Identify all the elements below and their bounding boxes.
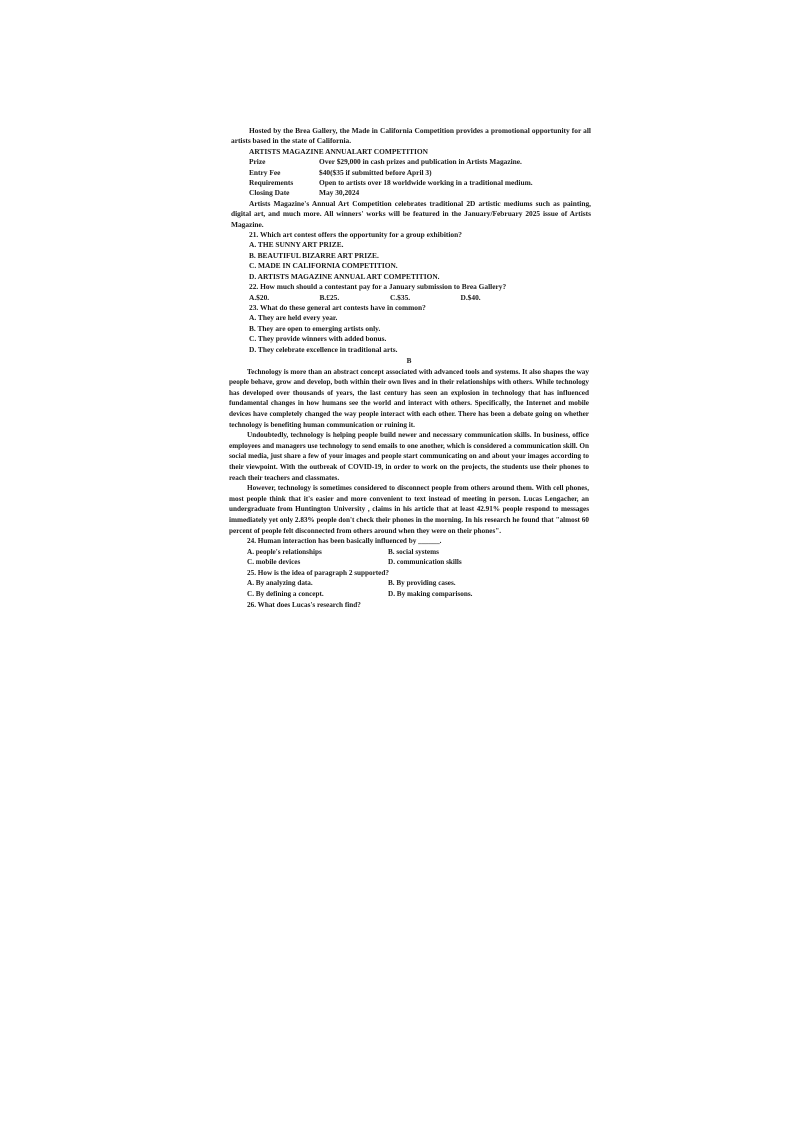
option: A. They are held every year. [249, 313, 338, 323]
table-row [231, 157, 591, 167]
part-a [231, 126, 591, 355]
options-row [229, 547, 589, 558]
option: A.$20. [249, 292, 270, 302]
option: B. By providing cases. [388, 579, 456, 588]
question-22: 22. How much should a contestant pay for a January submission to Brea Gallery? [249, 282, 507, 292]
table-row [231, 168, 591, 178]
option: C. MADE IN CALIFORNIA COMPETITION. [249, 261, 398, 271]
option: B. BEAUTIFUL BIZARRE ART PRIZE. [249, 250, 379, 260]
question-26: 26. What does Lucas's research find? [247, 600, 361, 609]
paragraph-3: However, technology is sometimes considered to disconnect people from others around them. With cell phones, most people think that it's easier and more convenient to text instead of meeting in person. Lucas Lengacher, an undergraduate from Huntington University , claims in his article that at least 42.91% people respond to messages immediately yet only 2.83% people don't check their phones in the morning. In his research he found that "almost 60 percent of people felt disconnected from others around when they were on their phones". [229, 484, 589, 535]
table-value: Open to artists over 18 worldwide working in a traditional medium. [319, 178, 533, 188]
option: C. By defining a concept. [247, 590, 324, 599]
paragraph-2: Undoubtedly, technology is helping people build newer and necessary communication skills. In business, office employees and managers use technology to send emails to one another, which is considered a communication skill. On social media, just share a few of your images and people start communicating on and about your images according to their viewpoint. With the outbreak of COVID-19, in order to work on the projects, the students use their phones to reach their teachers and classmates. [229, 431, 589, 482]
option: D. They celebrate excellence in traditional arts. [249, 344, 398, 354]
table-value: $40($35 if submitted before April 3) [319, 167, 432, 177]
part-b [229, 356, 589, 610]
option: C.$35. [390, 292, 411, 302]
table-label: Prize [249, 157, 266, 167]
option: A. people's relationships [247, 547, 322, 556]
table-value: Over $29,000 in cash prizes and publication in Artists Magazine. [319, 157, 522, 167]
competition-heading: ARTISTS MAGAZINE ANNUALART COMPETITION [249, 146, 429, 156]
options-row [229, 578, 589, 589]
option: D. communication skills [388, 558, 462, 567]
competition-description: Artists Magazine's Annual Art Competition celebrates traditional 2D artistic mediums such as painting, digital art, and much more. All winners' works will be featured in the January/February 2025 issue of Artists Magazine. [231, 198, 591, 229]
options-row [229, 557, 589, 568]
table-label: Entry Fee [249, 167, 281, 177]
table-label: Closing Date [249, 188, 290, 198]
table-row [231, 188, 591, 198]
option: D.$40. [460, 292, 481, 302]
option: D. By making comparisons. [388, 590, 473, 599]
table-row [231, 178, 591, 188]
options-row [229, 589, 589, 600]
table-value: May 30,2024 [319, 188, 360, 198]
option: D. ARTISTS MAGAZINE ANNUAL ART COMPETITION. [249, 271, 440, 281]
competition-table [231, 157, 591, 199]
question-25: 25. How is the idea of paragraph 2 supported? [247, 568, 389, 577]
options-row [231, 293, 591, 303]
question-23: 23. What do these general art contests have in common? [249, 302, 426, 312]
option: C. mobile devices [247, 558, 301, 567]
option: A. By analyzing data. [247, 579, 313, 588]
paragraph-1: Technology is more than an abstract concept associated with advanced tools and systems. It also shapes the way people behave, grow and develop, both within their own lives and in their relationships with others. While technology has developed over thousands of years, the last century has seen an explosion in technology that has influenced fundamental changes in how humans see the world and interact with others. Specifically, the Internet and mobile devices have completely changed the way people interact with each other. There has been a debate going on whether technology is benefiting human communication or ruining it. [229, 367, 589, 429]
option: A. THE SUNNY ART PRIZE. [249, 240, 344, 250]
section-label: B [406, 357, 412, 365]
intro-paragraph: Hosted by the Brea Gallery, the Made in California Competition provides a promotional opportunity for all artists based in the state of California. [231, 126, 591, 146]
table-label: Requirements [249, 178, 294, 188]
option: C. They provide winners with added bonus. [249, 334, 387, 344]
question-21: 21. Which art contest offers the opportunity for a group exhibition? [249, 230, 462, 240]
option: B. social systems [388, 547, 439, 556]
question-24: 24. Human interaction has been basically influenced by ______. [247, 537, 442, 546]
option: B. They are open to emerging artists only. [249, 323, 381, 333]
option: B.£25. [319, 292, 340, 302]
